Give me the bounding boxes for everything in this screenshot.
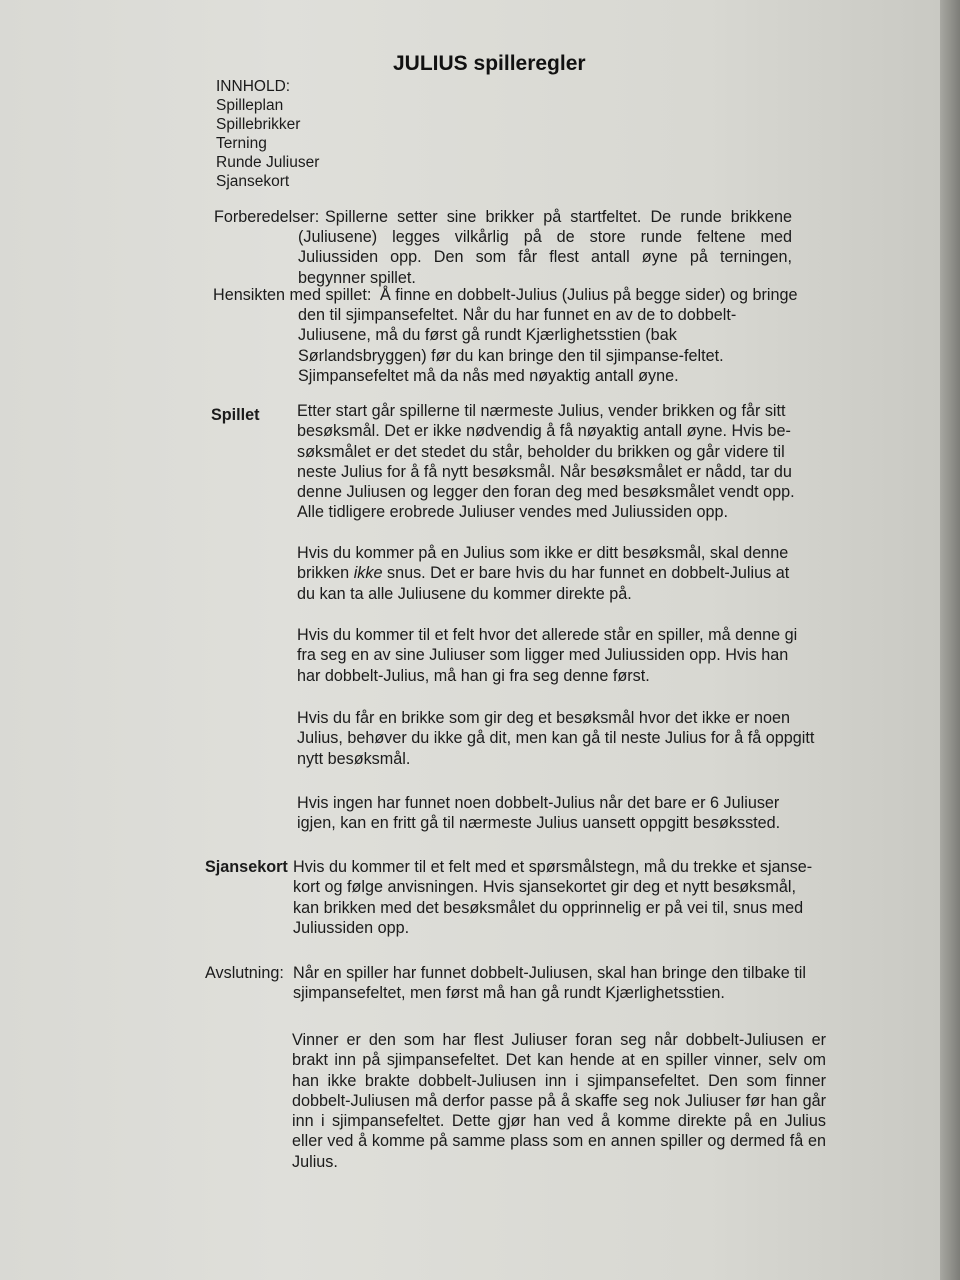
gameplay-paragraph-1: Etter start går spillerne til nærmeste Julius, vender brikken og får sitt besøksmål. Det er ikke nødvendig å få nøyaktig antall øyne. Hvis be-søksmålet er det stedet du står, beholder du brikken og går videre til neste Julius for å få nytt besøksmål. Når besøksmålet er nådd, tar du denne Juliusen og legger den foran deg med besøksmålet vendt opp. Alle tidligere erobrede Juliuser vendes med Juliussiden opp. [297,402,795,522]
contents-item: Terning [216,135,267,153]
gameplay-paragraph-2-start: Hvis du kommer på en Julius som ikke er ditt besøksmål, skal denne brikken [297,544,789,583]
contents-list [216,77,456,192]
contents-item: Runde Juliuser [216,154,320,172]
book-edge [940,0,960,1280]
contents-item: Spillebrikker [216,116,301,134]
ending-label: Avslutning: [205,964,284,982]
gameplay-paragraph-3: Hvis du kommer til et felt hvor det allerede står en spiller, må denne gi fra seg en av sine Juliuser som ligger med Juliussiden opp. Hvis han har dobbelt-Julius, må han gi fra seg denne først. [297,626,798,685]
gameplay-paragraph-2 [297,543,807,604]
contents-item: Spilleplan [216,97,284,115]
contents-item: Sjansekort [216,173,290,191]
purpose-label: Hensikten med spillet: [213,286,372,304]
page-title: JULIUS spilleregler [393,52,586,75]
purpose-text: den til sjimpansefeltet. Når du har funnet en av de to dobbelt-Juliusene, må du først gå rundt Kjærlighetsstien (bak Sørlandsbryggen) før du kan bringe den til sjimpanse-feltet. Sjimpansefeltet må da nås med nøyaktig antall øyne. [298,306,737,385]
gameplay-paragraph-2-emphasis: ikke [353,564,383,583]
contents-heading: INNHOLD: [216,78,291,95]
gameplay-label: Spillet [211,406,260,424]
chance-label: Sjansekort [205,858,288,876]
gameplay-paragraph-2-end: snus. Det er bare hvis du har funnet en dobbelt-Julius at du kan ta alle Juliusene du kommer direkte på. [297,564,790,603]
preparations-label: Forberedelser: [214,208,320,226]
preparations-text: (Juliusene) legges vilkårlig på de store runde feltene med Juliussiden opp. Den som får flest antall øyne på terningen, begynner spillet. [298,228,792,287]
ending-paragraph-1: Når en spiller har funnet dobbelt-Juliusen, skal han bringe den tilbake til sjimpansefeltet, men først må han gå rundt Kjærlighetsstien. [293,964,806,1003]
chance-text: Hvis du kommer til et felt med et spørsmålstegn, må du trekke et sjanse-kort og følge anvisningen. Hvis sjansekortet gir deg et nytt besøksmål, kan brikken med det besøksmålet du opprinnelig er på vei til, snus med Juliussiden opp. [293,858,813,937]
gameplay-paragraph-5: Hvis ingen har funnet noen dobbelt-Julius når det bare er 6 Juliuser igjen, kan en fritt gå til nærmeste Julius uansett oppgitt besøkssted. [297,794,781,833]
purpose-first-line: Å finne en dobbelt-Julius (Julius på begge sider) og bringe [380,286,798,304]
preparations-first-line: Spillerne setter sine brikker på startfeltet. De runde brikkene [325,208,792,226]
ending-paragraph-2: Vinner er den som har flest Juliuser foran seg når dobbelt-Juliusen er brakt inn på sjimpansefeltet. Det kan hende at en spiller vinner, selv om han ikke brakte dobbelt-Juliusen inn i sjimpansefeltet. Den som finner dobbelt-Juliusen må derfor passe på å skaffe seg nok Juliuser før han går inn i sjimpansefeltet. Dette gjør han ved å komme direkte på en Julius eller ved å komme på samme plass som en annen spiller og dermed få en Julius. [292,1031,826,1171]
gameplay-paragraph-4: Hvis du får en brikke som gir deg et besøksmål hvor det ikke er noen Julius, behøver du ikke gå dit, men kan gå til neste Julius for å få oppgitt nytt besøksmål. [297,709,815,768]
